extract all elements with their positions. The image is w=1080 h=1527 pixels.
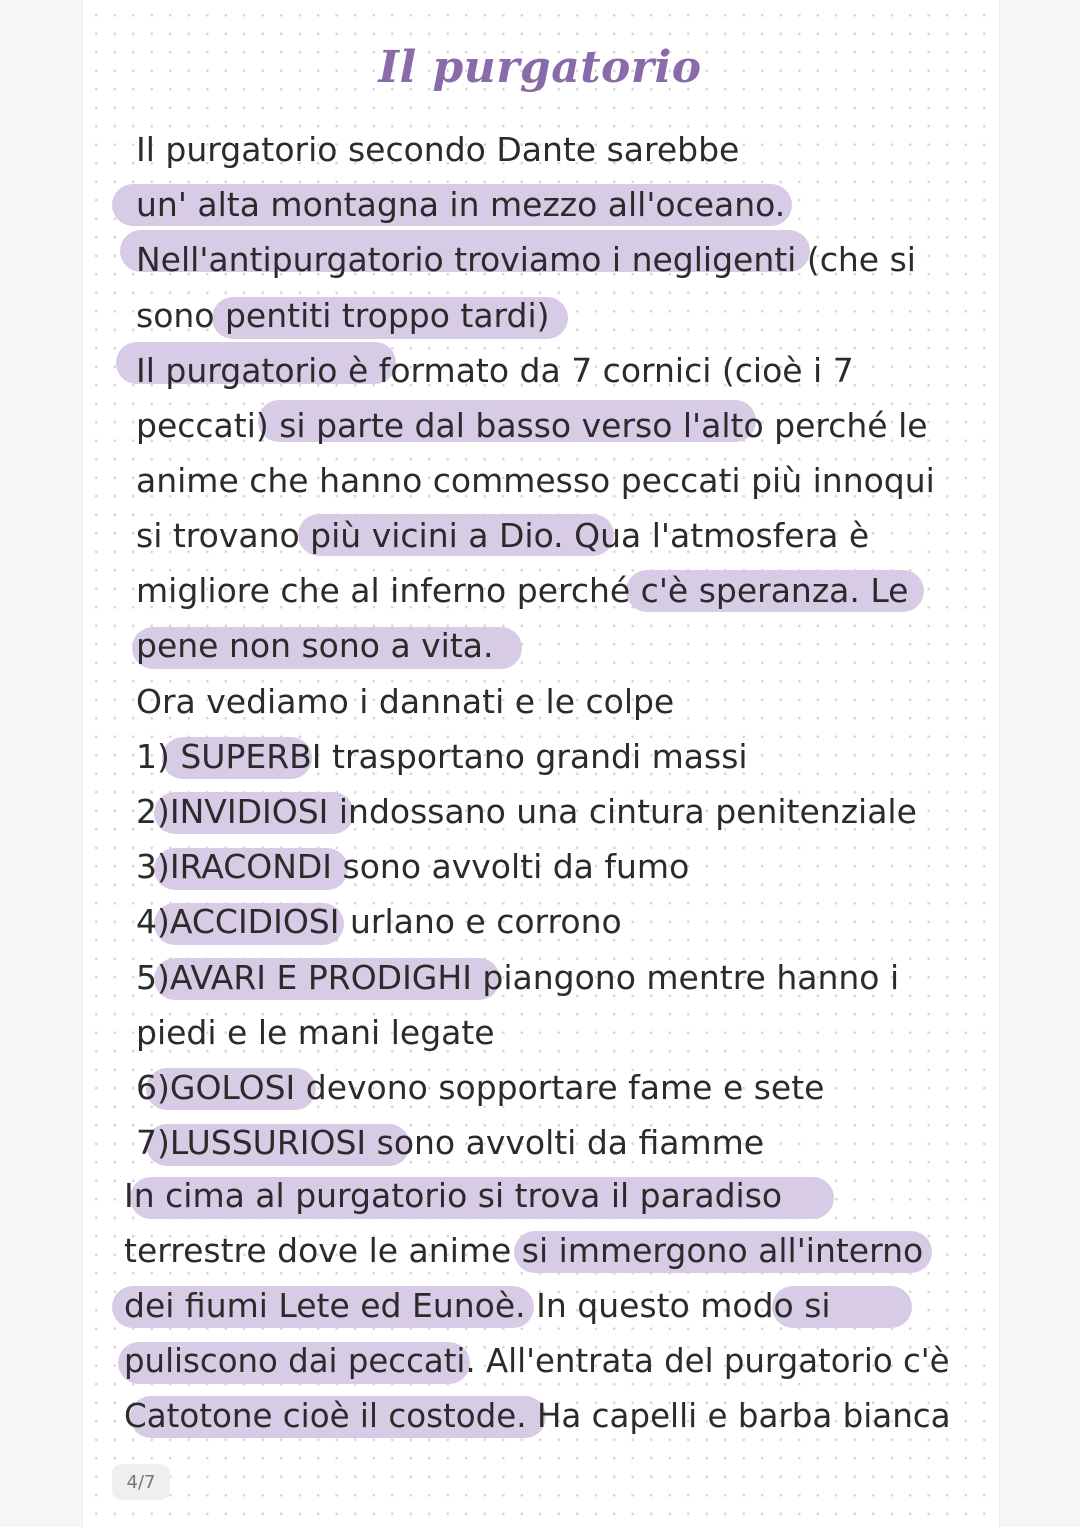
- list-item: piedi e le mani legate: [136, 1013, 495, 1052]
- list-item: 2)INVIDIOSI indossano una cintura penitenziale: [136, 792, 917, 831]
- text-line: Il purgatorio secondo Dante sarebbe: [136, 130, 740, 169]
- text-line: pene non sono a vita.: [136, 626, 494, 665]
- text-line: sono pentiti troppo tardi): [136, 296, 550, 335]
- text-line: Catotone cioè il costode. Ha capelli e barba bianca: [124, 1396, 951, 1435]
- list-item: 1) SUPERBI trasportano grandi massi: [136, 737, 748, 776]
- text-line: peccati) si parte dal basso verso l'alto perché le: [136, 406, 928, 445]
- text-line: Il purgatorio è formato da 7 cornici (cioè i 7: [136, 351, 854, 390]
- text-line: puliscono dai peccati. All'entrata del purgatorio c'è: [124, 1341, 950, 1380]
- list-item: 4)ACCIDIOSI urlano e corrono: [136, 902, 622, 941]
- text-line: si trovano più vicini a Dio. Qua l'atmosfera è: [136, 516, 870, 555]
- text-line: un' alta montagna in mezzo all'oceano.: [136, 185, 786, 224]
- text-line: Nell'antipurgatorio troviamo i negligenti (che si: [136, 240, 916, 279]
- text-line: anime che hanno commesso peccati più innoqui: [136, 461, 935, 500]
- list-item: 6)GOLOSI devono sopportare fame e sete: [136, 1068, 825, 1107]
- list-item: 3)IRACONDI sono avvolti da fumo: [136, 847, 690, 886]
- text-line: In cima al purgatorio si trova il paradiso: [124, 1176, 783, 1215]
- text-line: migliore che al inferno perché c'è speranza. Le: [136, 571, 909, 610]
- list-item: 5)AVARI E PRODIGHI piangono mentre hanno i: [136, 958, 900, 997]
- page-indicator: 4/7: [112, 1464, 170, 1500]
- page-title: Il purgatorio: [378, 42, 702, 93]
- list-item: 7)LUSSURIOSI sono avvolti da fiamme: [136, 1123, 765, 1162]
- text-line: terrestre dove le anime si immergono all'interno: [124, 1231, 924, 1270]
- text-line: dei fiumi Lete ed Eunoè. In questo modo si: [124, 1286, 831, 1325]
- text-line: Ora vediamo i dannati e le colpe: [136, 682, 675, 721]
